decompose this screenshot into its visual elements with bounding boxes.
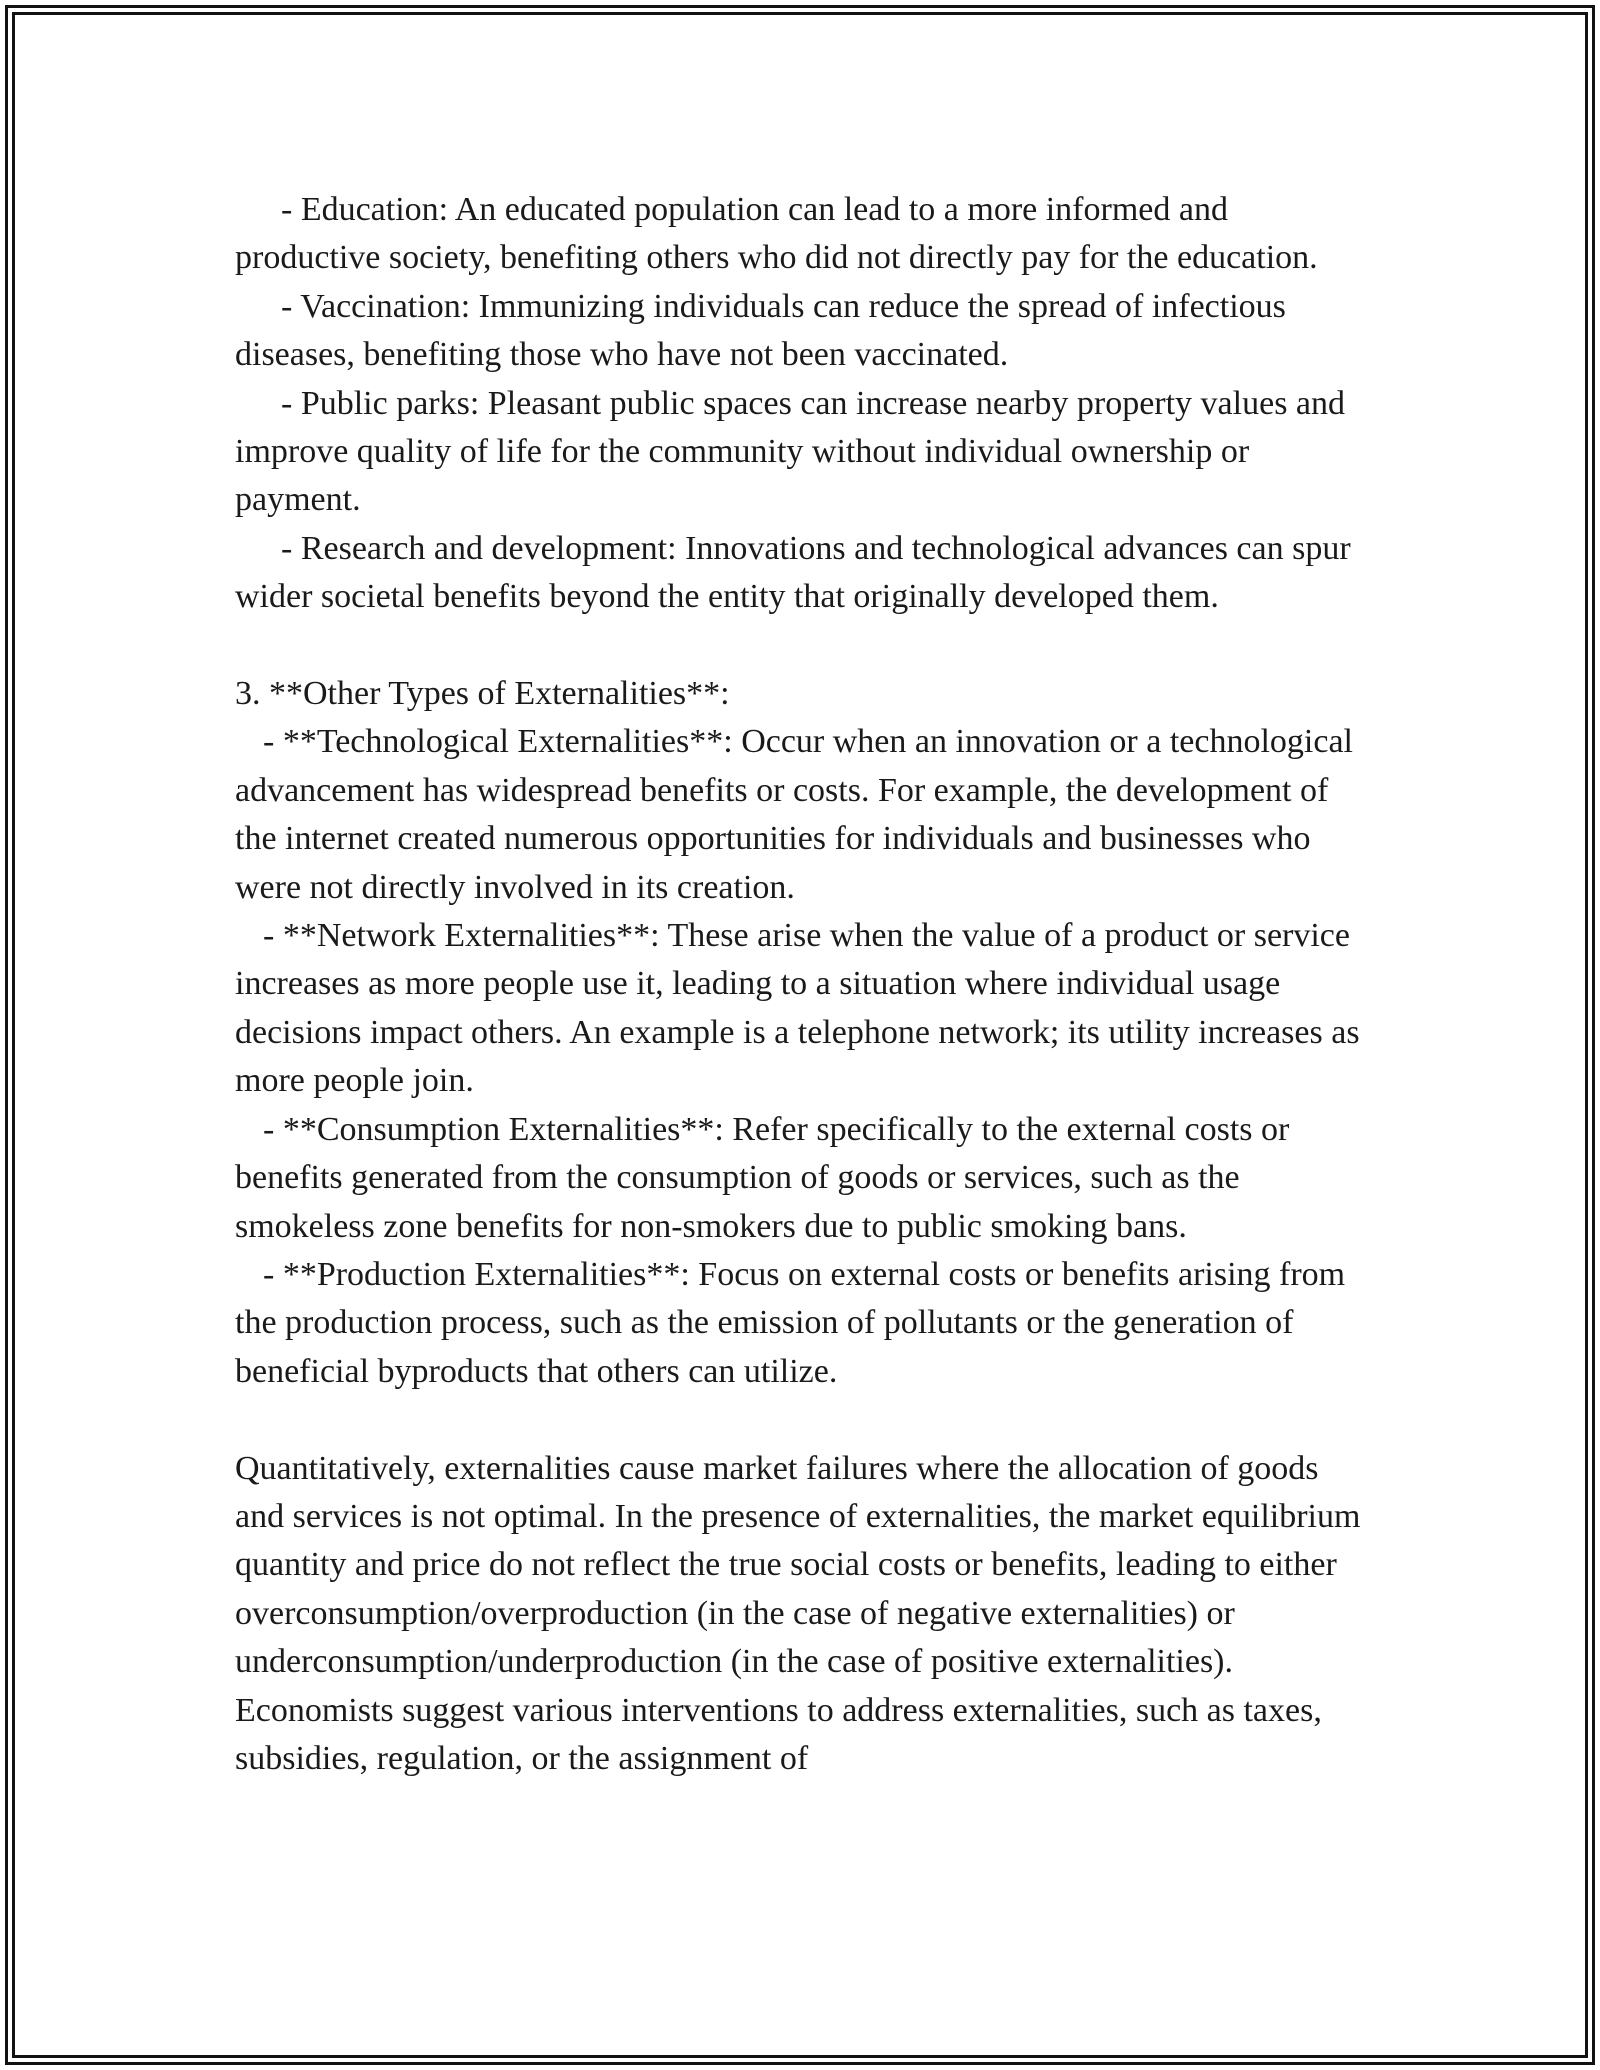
section-heading-other-types: 3. **Other Types of Externalities**: [235, 675, 730, 713]
body-paragraph-quantitative: Quantitatively, externalities cause market failures where the allocation of goods and services is not optimal. In the presence of externalities, the market equilibrium quantity and price do not reflect the true social costs or benefits, leading to either overconsumption/overproduction (in the case of negative externalities) or underconsumption/underproduction (in the case of positive externalities). Economists suggest various interventions to address externalities, such as taxes, subsidies, regulation, or the assignment of [235, 1449, 1361, 1777]
bullet-network-externalities: - **Network Externalities**: These arise when the value of a product or service increases as more people use it, leading to a situation where individual usage decisions impact others. An example is a telephone network; its utility increases as more people join. [235, 917, 1360, 1100]
bullet-production-externalities: - **Production Externalities**: Focus on external costs or benefits arising from the production process, such as the emission of pollutants or the generation of beneficial byproducts that others can utilize. [235, 1255, 1346, 1390]
bullet-consumption-externalities: - **Consumption Externalities**: Refer specifically to the external costs or benefits generated from the consumption of goods or services, such as the smokeless zone benefits for non-smokers due to public smoking bans. [235, 1110, 1290, 1245]
bullet-vaccination: - Vaccination: Immunizing individuals can reduce the spread of infectious diseases, benefiting those who have not been vaccinated. [235, 287, 1286, 374]
bullet-technological-externalities: - **Technological Externalities**: Occur when an innovation or a technological advancement has widespread benefits or costs. For example, the development of the internet created numerous opportunities for individuals and businesses who were not directly involved in its creation. [235, 723, 1353, 906]
document-page [235, 186, 1375, 1783]
paragraph-gap [235, 1396, 1375, 1444]
paragraph-gap [235, 622, 1375, 670]
bullet-public-parks: - Public parks: Pleasant public spaces can increase nearby property values and improve quality of life for the community without individual ownership or payment. [235, 384, 1346, 519]
bullet-education: - Education: An educated population can lead to a more informed and productive society, benefiting others who did not directly pay for the education. [235, 191, 1318, 277]
bullet-research-development: - Research and development: Innovations and technological advances can spur wider societal benefits beyond the entity that originally developed them. [235, 529, 1351, 616]
